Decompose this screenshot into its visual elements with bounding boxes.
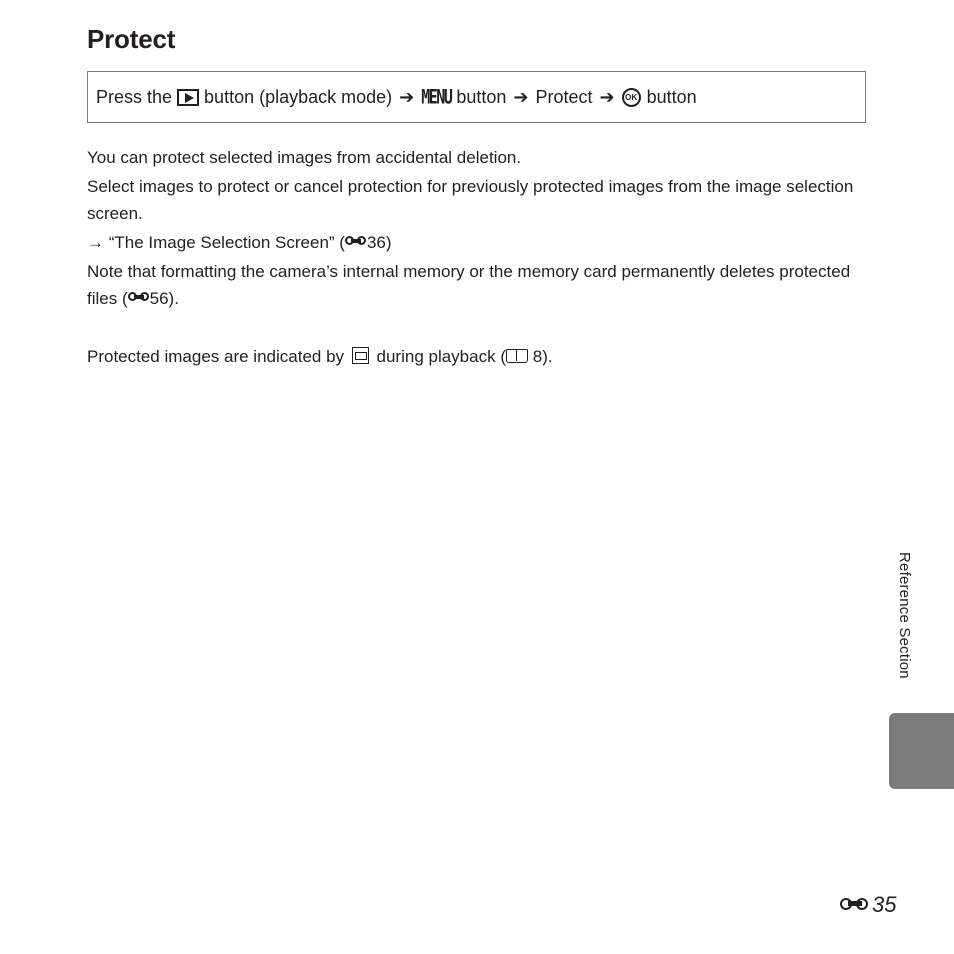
e-reference-icon (128, 292, 150, 304)
book-icon (506, 349, 528, 363)
right-arrow-icon: ➔ (599, 86, 615, 107)
cross-reference-close: ) (385, 233, 392, 252)
paragraph-5-middle: during playback ( (376, 347, 506, 366)
paragraph-4-close: ). (168, 289, 179, 308)
paragraph-5 (87, 343, 877, 370)
nav-button-playback: button (playback mode) (204, 86, 393, 107)
section-tab (889, 713, 954, 789)
right-arrow-icon: ➔ (399, 86, 415, 107)
navigation-path-box (87, 71, 866, 123)
page-title: Protect (87, 24, 176, 54)
page-number (840, 892, 896, 918)
paragraph-4 (87, 258, 877, 312)
e-reference-icon (840, 898, 870, 913)
ok-icon: OK (622, 88, 641, 107)
paragraph-4-ref[interactable]: 56 (149, 289, 169, 308)
nav-button: button (456, 86, 507, 107)
section-side-label: Reference Section (896, 552, 913, 679)
protect-icon (352, 347, 369, 364)
play-icon (177, 89, 199, 106)
nav-button-end: button (646, 86, 697, 107)
e-reference-icon (345, 236, 367, 248)
nav-press-the: Press the (96, 86, 173, 107)
paragraph-5-prefix: Protected images are indicated by (87, 347, 345, 366)
paragraph-1: You can protect selected images from accidental deletion. (87, 148, 522, 167)
menu-label: MENU (421, 85, 452, 109)
paragraph-5-close: ). (542, 347, 553, 366)
paragraph-5-ref[interactable]: 8 (532, 347, 543, 366)
paragraph-2: Select images to protect or cancel protection for previously protected images from the image selection screen. (87, 177, 854, 223)
cross-reference-page[interactable]: 36 (366, 233, 386, 252)
page-number-value: 35 (872, 892, 897, 917)
paragraph-3 (87, 229, 877, 256)
paragraph-4-text: Note that formatting the camera’s internal memory or the memory card permanently deletes protected files ( (87, 262, 851, 308)
nav-protect: Protect (535, 86, 593, 107)
right-arrow-icon: ➔ (513, 86, 529, 107)
cross-reference-text: → “The Image Selection Screen” ( (87, 233, 345, 252)
